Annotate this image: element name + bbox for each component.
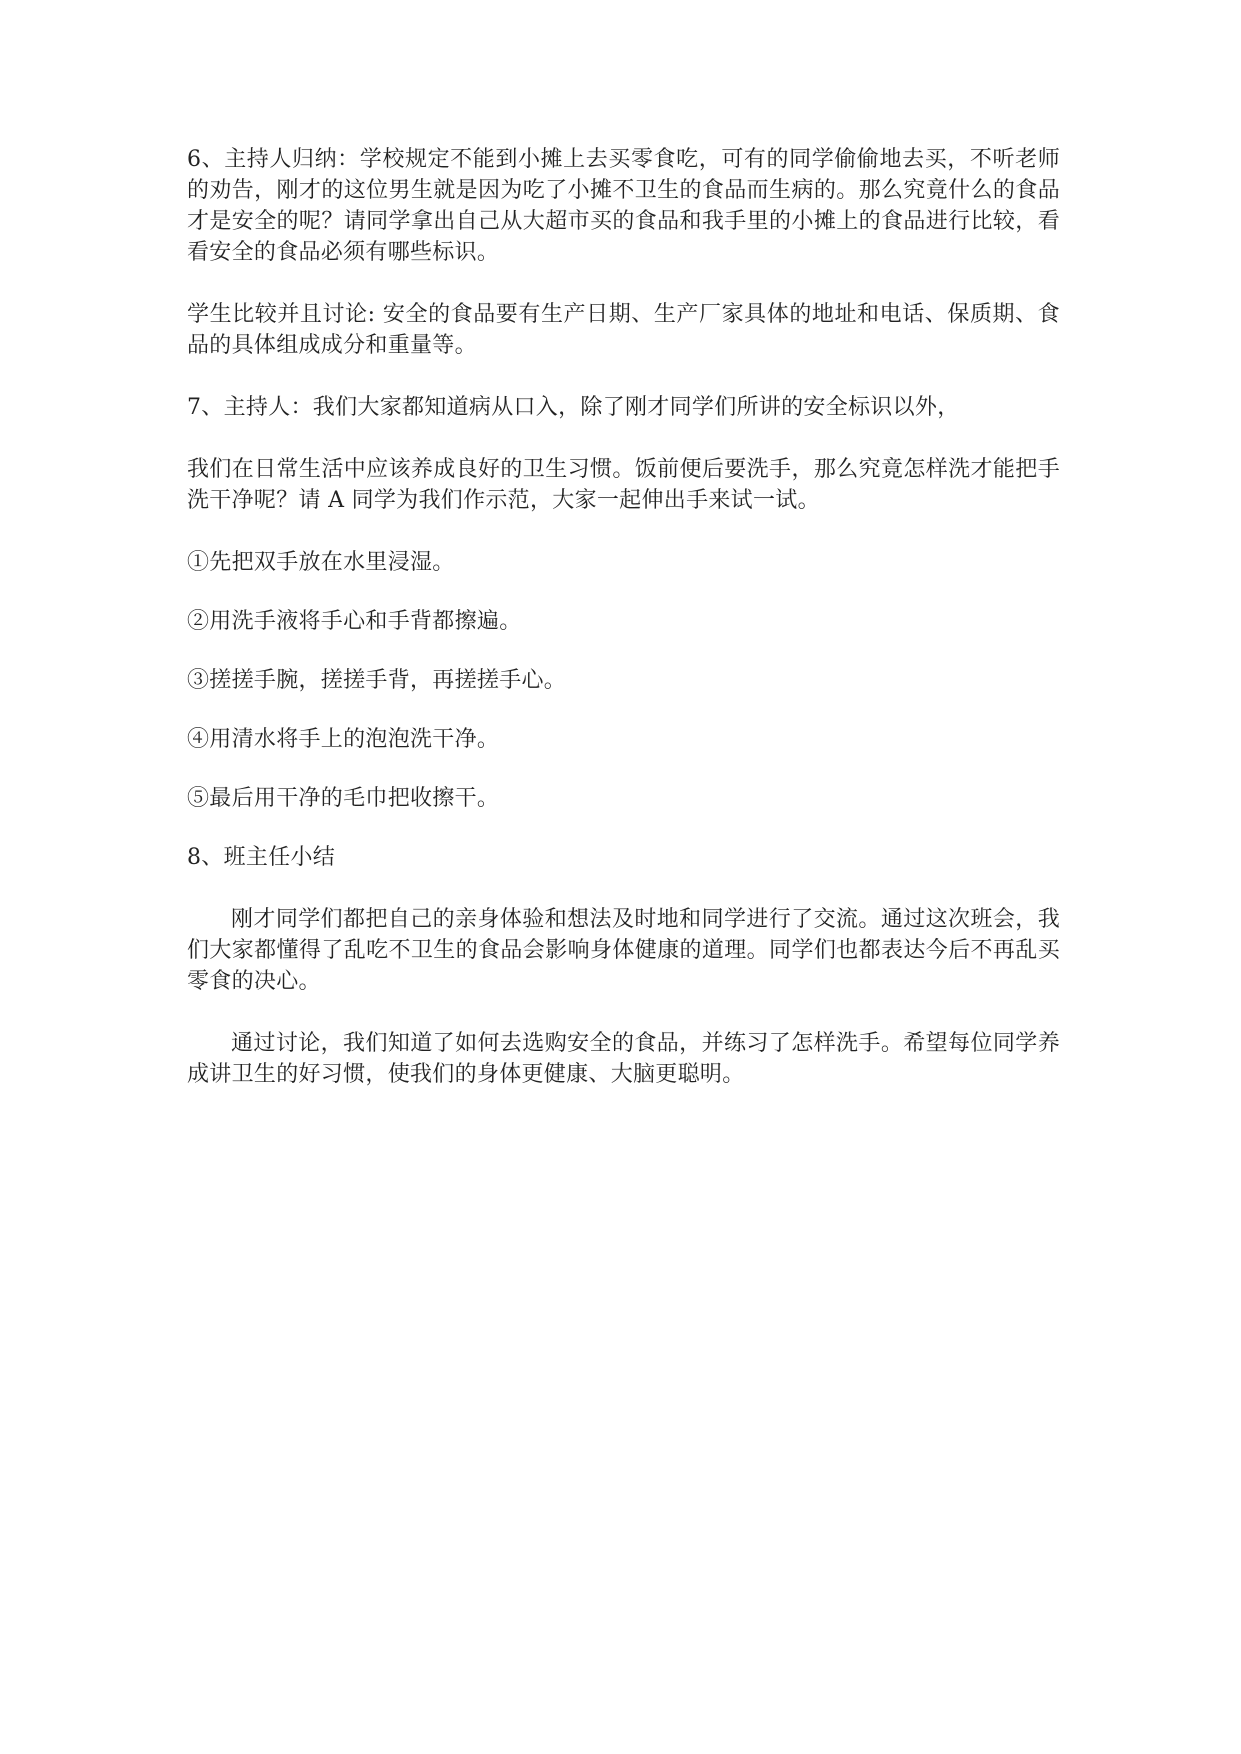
paragraph-student-discussion: 学生比较并且讨论: 安全的食品要有生产日期、生产厂家具体的地址和电话、保质期、食品的具体组成成分和重量等。 (187, 302, 1060, 358)
step-1: ①先把双手放在水里浸湿。 (187, 550, 455, 575)
document-body (187, 144, 1060, 1121)
paragraph-summary-1: 刚才同学们都把自己的亲身体验和想法及时地和同学进行了交流。通过这次班会，我们大家都懂得了乱吃不卫生的食品会影响身体健康的道理。同学们也都表达今后不再乱买零食的决心。 (187, 907, 1060, 994)
step-2: ②用洗手液将手心和手背都擦遍。 (187, 609, 522, 634)
paragraph-host-summary: 6、主持人归纳：学校规定不能到小摊上去买零食吃，可有的同学偷偷地去买，不听老师的劝告，刚才的这位男生就是因为吃了小摊不卫生的食品而生病的。那么究竟什么的食品才是安全的呢？请同学拿出自己从大超市买的食品和我手里的小摊上的食品进行比较，看看安全的食品必须有哪些标识。 (187, 147, 1060, 265)
paragraph-summary-2: 通过讨论，我们知道了如何去选购安全的食品，并练习了怎样洗手。希望每位同学养成讲卫生的好习惯，使我们的身体更健康、大脑更聪明。 (187, 1031, 1060, 1087)
section-heading-teacher-summary: 8、班主任小结 (187, 845, 336, 870)
step-5: ⑤最后用干净的毛巾把收擦干。 (187, 786, 500, 811)
paragraph-handwashing-intro: 我们在日常生活中应该养成良好的卫生习惯。饭前便后要洗手，那么究竟怎样洗才能把手洗干净呢？请 A 同学为我们作示范，大家一起伸出手来试一试。 (187, 457, 1060, 513)
step-3: ③搓搓手腕，搓搓手背，再搓搓手心。 (187, 668, 567, 693)
step-4: ④用清水将手上的泡泡洗干净。 (187, 727, 500, 752)
paragraph-host-intro: 7、主持人：我们大家都知道病从口入，除了刚才同学们所讲的安全标识以外， (187, 395, 960, 420)
